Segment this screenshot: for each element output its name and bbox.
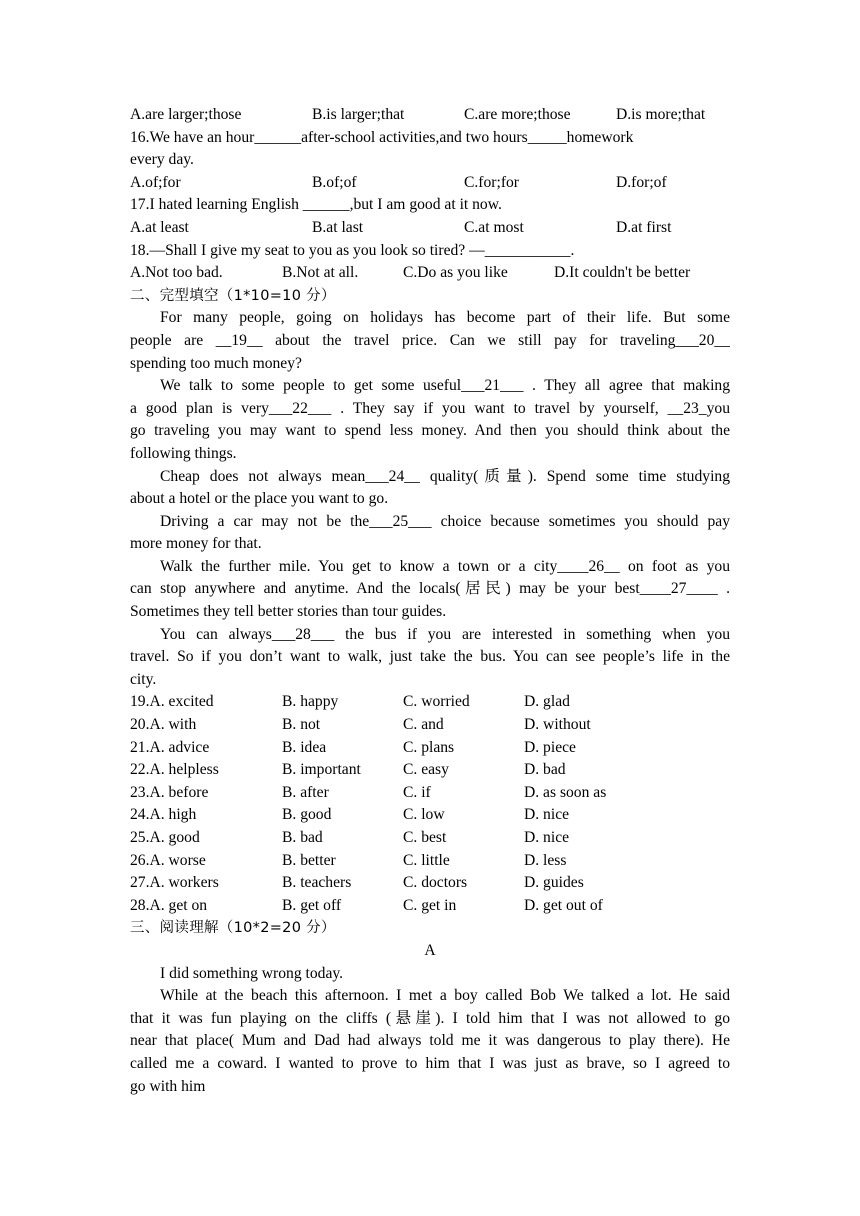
cloze-option-row (130, 804, 730, 827)
cloze-p5-line2: can stop anywhere and anytime. And the locals(居民) may be your best____27____ . (130, 580, 730, 598)
reading-p2-line1: While at the beach this afternoon. I met a boy called Bob We talked a lot. He said (160, 987, 730, 1005)
q25-option-b: B. bad (282, 829, 323, 846)
q28-option-d: D. get out of (524, 896, 603, 914)
q19-option-d: D. glad (524, 693, 570, 711)
cloze-option-row (130, 714, 730, 737)
q22-option-a: 22.A. helpless (130, 761, 219, 779)
cloze-p5-line3: Sometimes they tell better stories than tour guides. (130, 603, 447, 621)
reading-p2-line3: near that place( Mum and Dad had always told me it was dangerous to play there). He (130, 1032, 730, 1050)
q17-option-a: A.at least (130, 218, 189, 236)
cloze-option-row (130, 895, 730, 918)
reading-p2-line5: go with him (130, 1077, 206, 1095)
q18-option-b: B.Not at all. (282, 264, 359, 282)
q17-stem: 17.I hated learning English ______,but I am good at it now. (130, 196, 502, 214)
q23-option-a: 23.A. before (130, 783, 209, 801)
q28-option-a: 28.A. get on (130, 896, 208, 914)
passage-label: A (424, 941, 436, 959)
q23-option-c: C. if (403, 783, 431, 801)
q17-option-d: D.at first (616, 218, 672, 236)
q24-option-b: B. good (282, 806, 332, 824)
q28-option-b: B. get off (282, 896, 342, 914)
q16-stem-line1: 16.We have an hour______after-school activities,and two hours_____homework (130, 128, 634, 146)
cloze-p1-line1: For many people, going on holidays has become part of their life. But some (160, 309, 730, 327)
q23-option-d: D. as soon as (524, 783, 607, 801)
reading-p2-line2: that it was fun playing on the cliffs (悬崖). I told him that I was not allowed to go (130, 1009, 730, 1027)
cloze-p2-line1: We talk to some people to get some useful___21___ . They all agree that making (160, 377, 730, 395)
cloze-p5-line1: Walk the further mile. You get to know a town or a city____26__ on foot as you (160, 557, 730, 575)
cloze-option-row (130, 782, 730, 805)
q16-option-c: C.for;for (464, 173, 519, 191)
q18-option-a: A.Not too bad. (130, 264, 223, 282)
q26-option-c: C. little (403, 851, 450, 869)
q20-option-b: B. not (282, 716, 321, 734)
q21-option-d: D. piece (524, 738, 576, 756)
cloze-option-row (130, 850, 730, 873)
q20-option-c: C. and (403, 716, 444, 734)
cloze-options (130, 691, 730, 917)
q18-option-c: C.Do as you like (403, 264, 508, 282)
q18-stem: 18.—Shall I give my seat to you as you look so tired? —___________. (130, 241, 575, 259)
q24-option-a: 24.A. high (130, 806, 197, 824)
q25-option-d: D. nice (524, 829, 570, 846)
q28-option-c: C. get in (403, 896, 457, 914)
q22-option-c: C. easy (403, 761, 449, 779)
cloze-p2-line2: a good plan is very___22___ . They say if you want to travel by yourself, __23_you (130, 399, 730, 417)
reading-p1-line1: I did something wrong today. (160, 964, 344, 982)
cloze-p6-line2: travel. So if you don’t want to walk, just take the bus. You can see people’s life in the (130, 648, 730, 666)
q26-option-b: B. better (282, 851, 336, 869)
cloze-p4-line1: Driving a car may not be the___25___ choice because sometimes you should pay (160, 512, 730, 530)
q15-option-b: B.is larger;that (312, 106, 405, 123)
cloze-p1-line3: spending too much money? (130, 354, 302, 372)
cloze-option-row (130, 827, 730, 850)
q20-option-a: 20.A. with (130, 716, 197, 734)
q21-option-a: 21.A. advice (130, 738, 210, 756)
q16-option-d: D.for;of (616, 173, 667, 191)
cloze-p3-line2: about a hotel or the place you want to go. (130, 490, 389, 508)
q17-option-c: C.at most (464, 218, 524, 236)
q25-option-a: 25.A. good (130, 829, 200, 846)
q20-option-d: D. without (524, 716, 591, 734)
cloze-p1-line2: people are __19__ about the travel price. Can we still pay for traveling___20__ (130, 331, 730, 349)
q16-option-b: B.of;of (312, 173, 357, 191)
cloze-passage (130, 307, 730, 691)
q22-option-b: B. important (282, 761, 361, 779)
cloze-option-row (130, 737, 730, 760)
cloze-p4-line2: more money for that. (130, 535, 262, 553)
reading-p2-line4: called me a coward. I wanted to prove to him that I was just as brave, so I agreed to (130, 1054, 730, 1072)
q18-option-d: D.It couldn't be better (554, 264, 691, 282)
cloze-p2-line3: go traveling you may want to spend less money. And then you should think about the (130, 422, 730, 440)
q16-stem-line2: every day. (130, 151, 194, 169)
cloze-p6-line3: city. (130, 670, 157, 688)
q15-options (130, 104, 730, 127)
q24-option-d: D. nice (524, 806, 570, 824)
cloze-p6-line1: You can always___28___ the bus if you are interested in something when you (160, 625, 730, 643)
q26-option-d: D. less (524, 851, 567, 869)
q27-option-d: D. guides (524, 874, 584, 892)
q23-option-b: B. after (282, 783, 329, 801)
cloze-p2-line4: following things. (130, 444, 237, 462)
cloze-p3-line1: Cheap does not always mean___24__ quality(质量). Spend some time studying (160, 467, 730, 485)
q21-option-b: B. idea (282, 738, 327, 756)
cloze-option-row (130, 691, 730, 714)
reading-passage (130, 963, 730, 1099)
q22-option-d: D. bad (524, 761, 566, 779)
section3-heading: 三、阅读理解（10*2=20 分） (130, 920, 336, 937)
q21-option-c: C. plans (403, 738, 455, 756)
q19-option-a: 19.A. excited (130, 693, 214, 711)
q16-options (130, 172, 730, 195)
cloze-option-row (130, 872, 730, 895)
section2-heading: 二、完型填空（1*10=10 分） (130, 287, 336, 304)
q16-option-a: A.of;for (130, 173, 181, 191)
q27-option-a: 27.A. workers (130, 874, 219, 892)
q15-option-c: C.are more;those (464, 106, 571, 123)
q27-option-b: B. teachers (282, 874, 352, 892)
q15-option-d: D.is more;that (616, 106, 706, 123)
q26-option-a: 26.A. worse (130, 851, 206, 869)
cloze-option-row (130, 759, 730, 782)
q17-options (130, 217, 730, 240)
q18-options (130, 262, 730, 285)
q19-option-c: C. worried (403, 693, 470, 711)
q24-option-c: C. low (403, 806, 445, 824)
q25-option-c: C. best (403, 829, 447, 846)
q27-option-c: C. doctors (403, 874, 468, 892)
q19-option-b: B. happy (282, 693, 339, 711)
exam-content (130, 104, 730, 1098)
q17-option-b: B.at last (312, 218, 364, 236)
q15-option-a: A.are larger;those (130, 106, 242, 123)
